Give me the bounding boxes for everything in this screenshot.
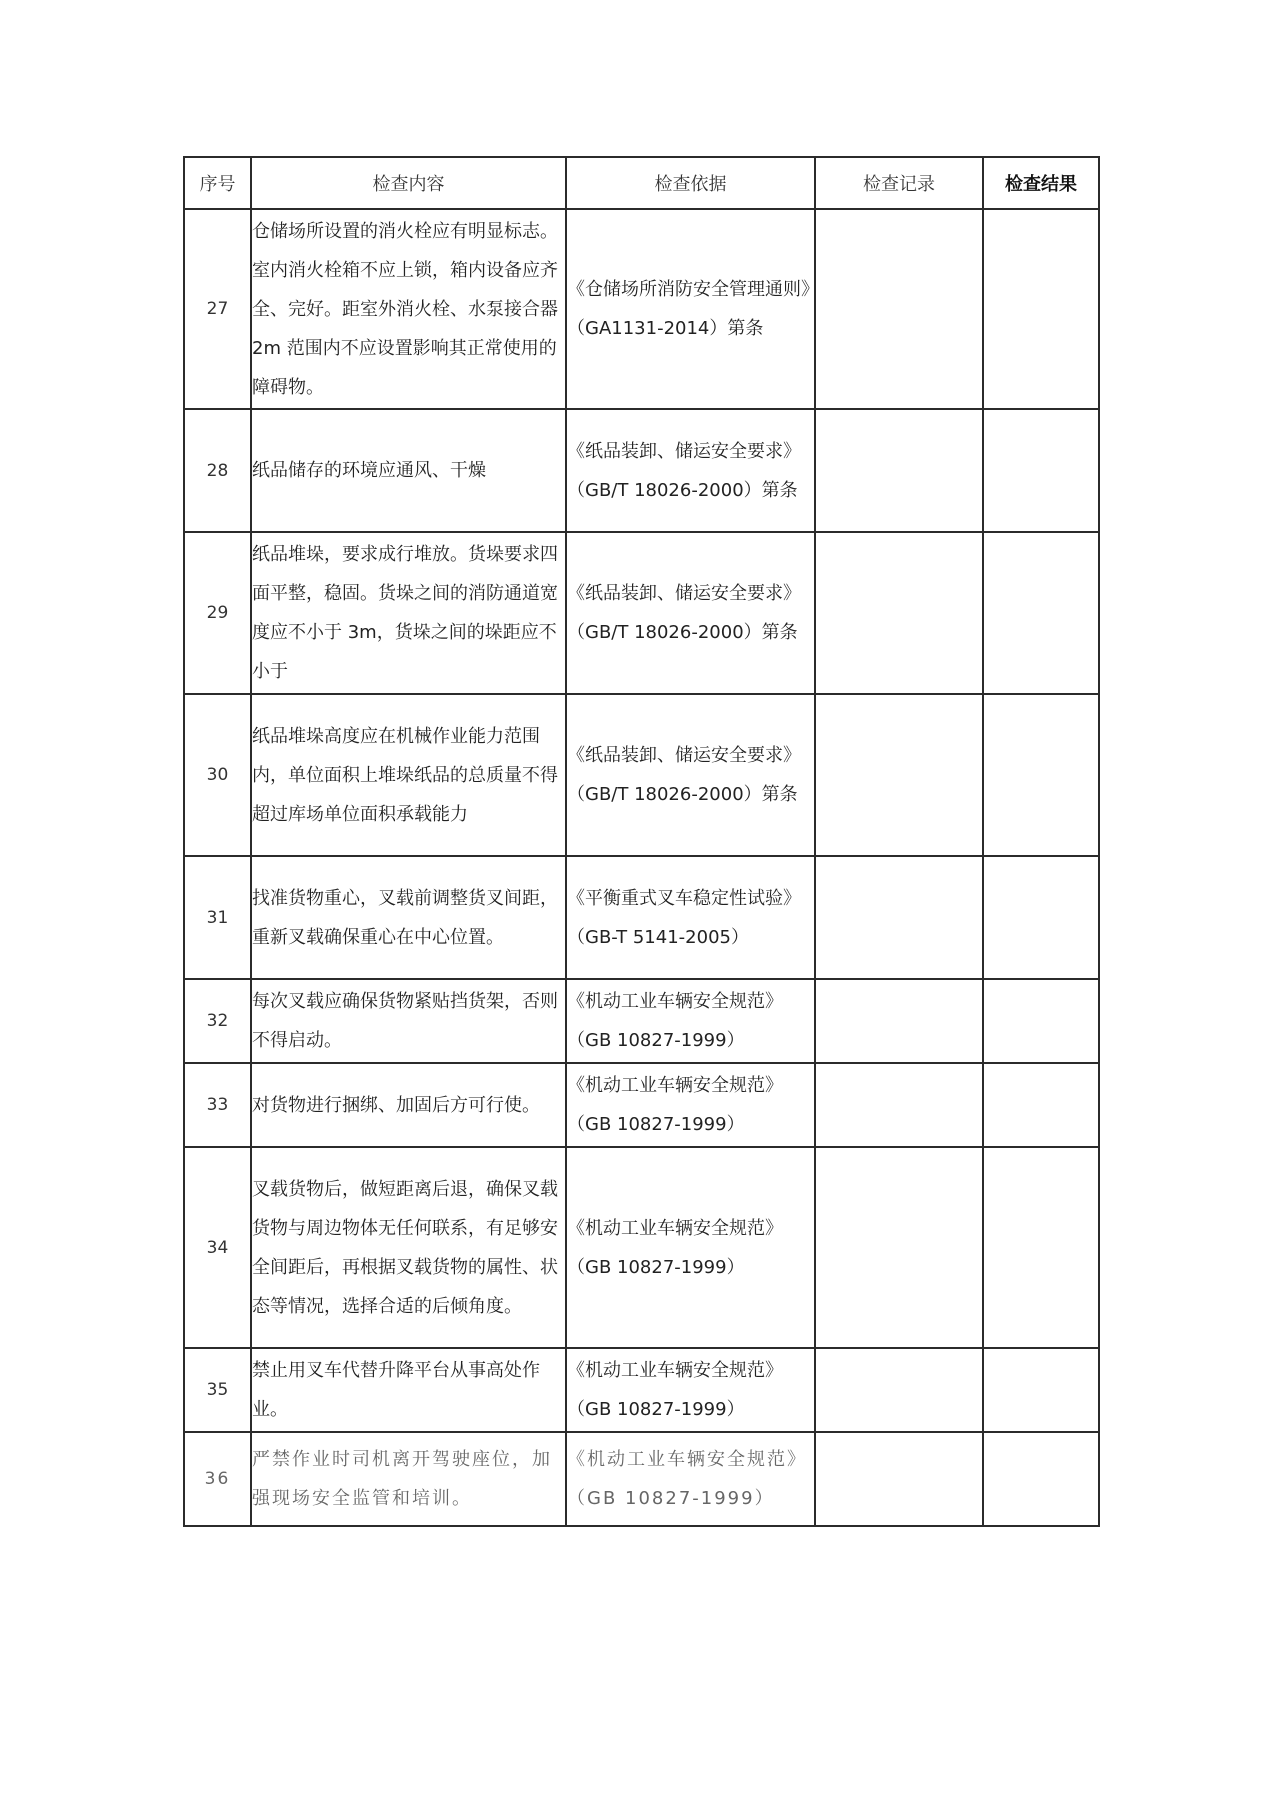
check-record-cell[interactable]	[815, 694, 983, 856]
row-number: 34	[184, 1147, 251, 1348]
check-basis: 《仓储场所消防安全管理通则》（GA1131-2014）第条	[566, 209, 815, 409]
row-number: 27	[184, 209, 251, 409]
check-basis: 《机动工业车辆安全规范》（GB 10827-1999）	[566, 1063, 815, 1147]
table-row	[184, 1348, 1099, 1432]
header-serial: 序号	[184, 157, 251, 209]
check-content: 叉载货物后，做短距离后退，确保叉载货物与周边物体无任何联系，有足够安全间距后，再根据叉载货物的属性、状态等情况，选择合适的后倾角度。	[251, 1147, 566, 1348]
check-content: 每次叉载应确保货物紧贴挡货架，否则不得启动。	[251, 979, 566, 1063]
check-content: 纸品堆垛高度应在机械作业能力范围内，单位面积上堆垛纸品的总质量不得超过库场单位面积承载能力	[251, 694, 566, 856]
check-result-cell[interactable]	[983, 856, 1099, 979]
check-result-cell[interactable]	[983, 532, 1099, 694]
row-number: 36	[184, 1432, 251, 1526]
check-content: 纸品储存的环境应通风、干燥	[251, 409, 566, 532]
table-row	[184, 532, 1099, 694]
check-result-cell[interactable]	[983, 1147, 1099, 1348]
check-basis: 《纸品装卸、储运安全要求》（GB/T 18026-2000）第条	[566, 532, 815, 694]
check-result-cell[interactable]	[983, 694, 1099, 856]
header-result: 检查结果	[983, 157, 1099, 209]
check-record-cell[interactable]	[815, 856, 983, 979]
inspection-checklist-table	[183, 156, 1100, 1527]
header-basis: 检查依据	[566, 157, 815, 209]
table-row	[184, 1063, 1099, 1147]
table-row	[184, 694, 1099, 856]
check-result-cell[interactable]	[983, 409, 1099, 532]
check-result-cell[interactable]	[983, 1432, 1099, 1526]
check-record-cell[interactable]	[815, 979, 983, 1063]
table-row	[184, 979, 1099, 1063]
table-row	[184, 409, 1099, 532]
table-row	[184, 856, 1099, 979]
check-record-cell[interactable]	[815, 409, 983, 532]
check-record-cell[interactable]	[815, 1432, 983, 1526]
check-result-cell[interactable]	[983, 1348, 1099, 1432]
check-basis: 《纸品装卸、储运安全要求》（GB/T 18026-2000）第条	[566, 694, 815, 856]
check-record-cell[interactable]	[815, 209, 983, 409]
check-content: 纸品堆垛，要求成行堆放。货垛要求四面平整，稳固。货垛之间的消防通道宽度应不小于 3m，货垛之间的垛距应不小于	[251, 532, 566, 694]
table-row	[184, 1432, 1099, 1526]
check-basis: 《机动工业车辆安全规范》（GB 10827-1999）	[566, 1147, 815, 1348]
check-basis: 《机动工业车辆安全规范》（GB 10827-1999）	[566, 979, 815, 1063]
check-basis: 《平衡重式叉车稳定性试验》（GB-T 5141-2005）	[566, 856, 815, 979]
check-basis: 《纸品装卸、储运安全要求》（GB/T 18026-2000）第条	[566, 409, 815, 532]
row-number: 31	[184, 856, 251, 979]
row-number: 28	[184, 409, 251, 532]
check-content: 找准货物重心，叉载前调整货叉间距，重新叉载确保重心在中心位置。	[251, 856, 566, 979]
table-row	[184, 209, 1099, 409]
check-content: 严禁作业时司机离开驾驶座位，加强现场安全监管和培训。	[251, 1432, 566, 1526]
table-row	[184, 1147, 1099, 1348]
check-result-cell[interactable]	[983, 1063, 1099, 1147]
row-number: 30	[184, 694, 251, 856]
check-record-cell[interactable]	[815, 1348, 983, 1432]
check-basis: 《机动工业车辆安全规范》（GB 10827-1999）	[566, 1432, 815, 1526]
row-number: 29	[184, 532, 251, 694]
check-content: 禁止用叉车代替升降平台从事高处作业。	[251, 1348, 566, 1432]
check-content: 对货物进行捆绑、加固后方可行使。	[251, 1063, 566, 1147]
header-content: 检查内容	[251, 157, 566, 209]
table-header-row	[184, 157, 1099, 209]
check-record-cell[interactable]	[815, 532, 983, 694]
row-number: 32	[184, 979, 251, 1063]
check-record-cell[interactable]	[815, 1063, 983, 1147]
check-result-cell[interactable]	[983, 979, 1099, 1063]
row-number: 33	[184, 1063, 251, 1147]
check-result-cell[interactable]	[983, 209, 1099, 409]
check-basis: 《机动工业车辆安全规范》（GB 10827-1999）	[566, 1348, 815, 1432]
check-record-cell[interactable]	[815, 1147, 983, 1348]
check-content: 仓储场所设置的消火栓应有明显标志。室内消火栓箱不应上锁，箱内设备应齐全、完好。距室外消火栓、水泵接合器 2m 范围内不应设置影响其正常使用的障碍物。	[251, 209, 566, 409]
row-number: 35	[184, 1348, 251, 1432]
header-record: 检查记录	[815, 157, 983, 209]
